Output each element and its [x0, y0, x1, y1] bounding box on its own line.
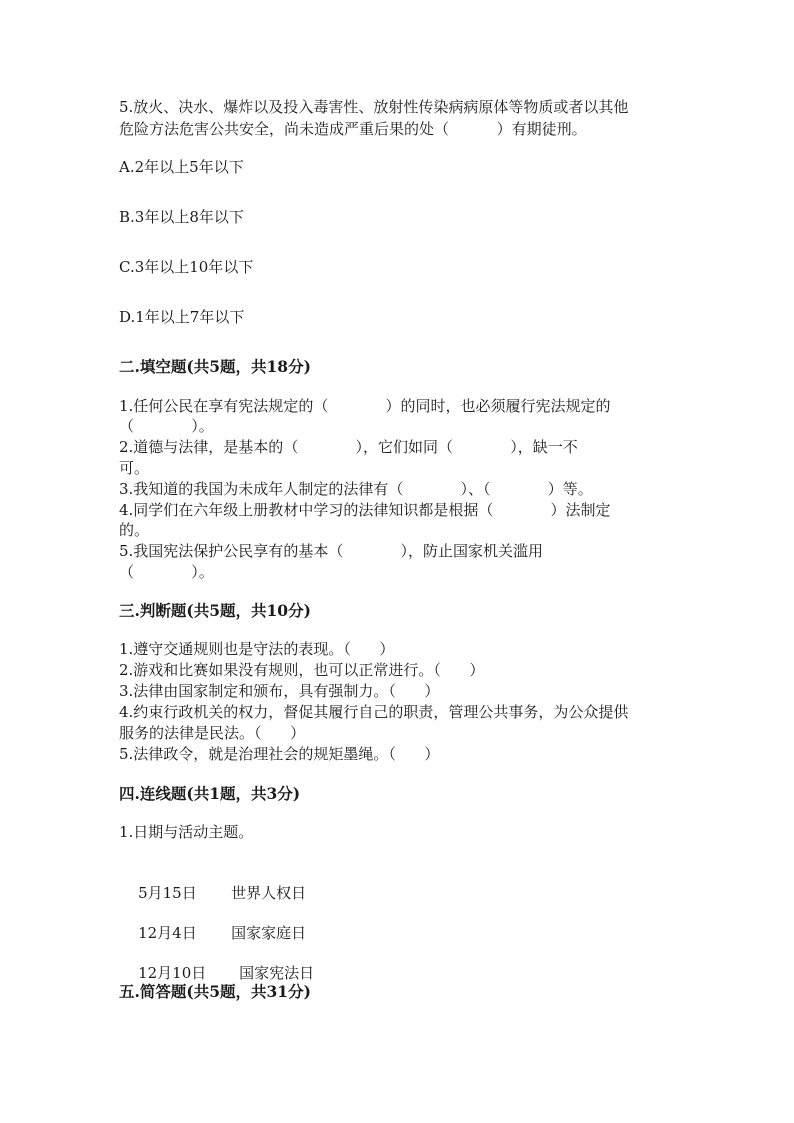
fill-line: （ ）。	[119, 417, 214, 435]
judge-line: 3.法律由国家制定和颁布，具有强制力。（ ）	[119, 682, 440, 700]
matching-date: 12月4日	[138, 924, 197, 942]
fill-line: 2.道德与法律，是基本的（ ），它们如同（ ），缺一不	[119, 438, 578, 456]
fill-line: 4.同学们在六年级上册教材中学习的法律知识都是根据（ ）法制定	[119, 501, 611, 519]
section-2-heading: 二.填空题(共5题，共18分)	[119, 357, 311, 376]
section-5-heading: 五.简答题(共5题，共31分)	[119, 982, 311, 1001]
matching-date: 5月15日	[138, 884, 197, 902]
matching-theme: 国家宪法日	[239, 964, 315, 982]
q5-option-a: A.2年以上5年以下	[119, 158, 244, 176]
q5-text-line-2: 危险方法危害公共安全，尚未造成严重后果的处（ ）有期徒刑。	[119, 120, 587, 138]
judge-line: 4.约束行政机关的权力，督促其履行自己的职责，管理公共事务，为公众提供	[119, 703, 629, 721]
fill-line: 3.我知道的我国为未成年人制定的法律有（ ）、（ ）等。	[119, 480, 593, 498]
fill-line: 5.我国宪法保护公民享有的基本（ ），防止国家机关滥用	[119, 542, 544, 560]
q5-option-b: B.3年以上8年以下	[119, 208, 244, 226]
q5-option-d: D.1年以上7年以下	[119, 308, 245, 326]
fill-line: 的。	[119, 521, 150, 539]
matching-theme: 世界人权日	[231, 884, 307, 902]
section-4-heading: 四.连线题(共1题，共3分)	[119, 784, 301, 803]
judge-line: 1.遵守交通规则也是守法的表现。（ ）	[119, 640, 395, 658]
fill-line: 1.任何公民在享有宪法规定的（ ）的同时，也必须履行宪法规定的	[119, 397, 611, 415]
judge-line: 服务的法律是民法。（ ）	[119, 724, 306, 742]
judge-line: 2.游戏和比赛如果没有规则，也可以正常进行。（ ）	[119, 661, 485, 679]
matching-question: 1.日期与活动主题。	[119, 823, 254, 841]
matching-date: 12月10日	[138, 964, 207, 982]
fill-line: （ ）。	[119, 563, 214, 581]
q5-option-c: C.3年以上10年以下	[119, 258, 254, 276]
fill-line: 可。	[119, 459, 150, 477]
matching-theme: 国家家庭日	[231, 924, 307, 942]
judge-line: 5.法律政令，就是治理社会的规矩墨绳。（ ）	[119, 745, 440, 763]
section-3-heading: 三.判断题(共5题，共10分)	[119, 601, 311, 620]
q5-text-line-1: 5.放火、决水、爆炸以及投入毒害性、放射性传染病病原体等物质或者以其他	[119, 98, 629, 116]
